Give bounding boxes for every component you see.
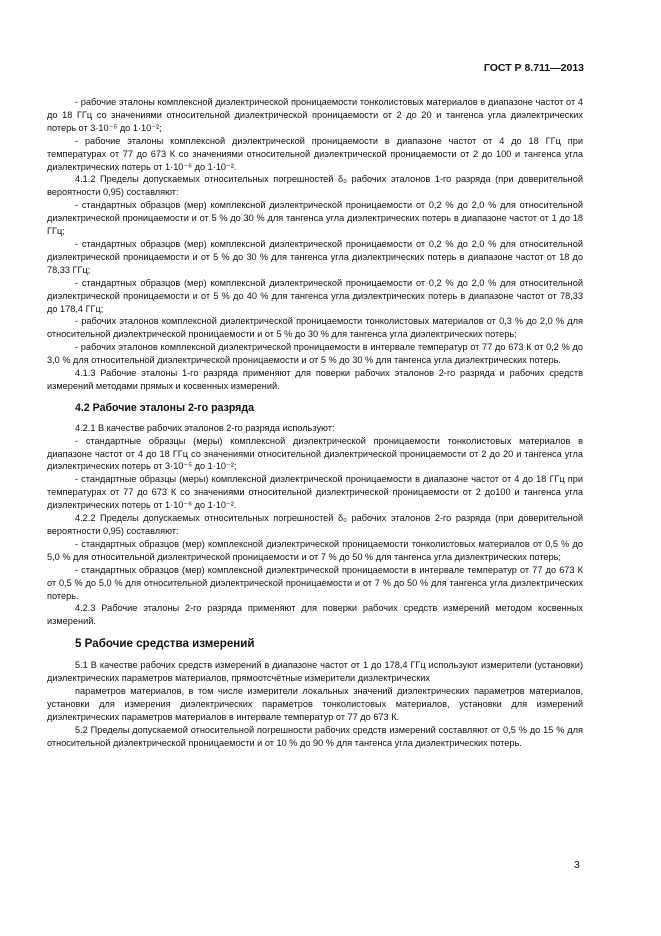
paragraph: - стандартных образцов (мер) комплексной диэлектрической проницаемости в интервале температур от 77 до 673 К от 0,5 % до 5,0 % для относительной диэлектрической проницаемости и от 7 % до 50 % для тангенса угла диэлектрических потерь. <box>47 564 583 601</box>
paragraph: 4.1.3 Рабочие эталоны 1-го разряда применяют для поверки рабочих эталонов 2-го разряда и рабочих средств измерений методами прямых и косвенных измерений. <box>47 368 583 391</box>
paragraph: - рабочих эталонов комплексной диэлектрической проницаемости тонколистовых материалов от 0,3 % до 2,0 % для относительной диэлектрической проницаемости и от 5 % до 30 % для тангенса угла диэлектрических потерь; <box>47 316 583 340</box>
paragraph: - стандартных образцов (мер) комплексной диэлектрической проницаемости тонколистовых материалов от 0,5 % до 5,0 % для относительной диэлектрической проницаемости и от 7 % до 50 % для тангенса угла диэлектрических потерь; <box>47 538 583 562</box>
paragraph: 4.1.2 Пределы допускаемых относительных погрешностей δ₀ рабочих эталонов 1-го разряда (при доверительной вероятности 0,95) составляют: <box>47 174 583 198</box>
paragraph: - рабочих эталонов комплексной диэлектрической проницаемости в интервале температур от 77 до 673 К от 0,2 % до 3,0 % для относительной диэлектрической проницаемости и от 5 % до 30 % для тангенса угла диэлектрических потерь. <box>47 342 583 366</box>
page-number: 3 <box>574 859 580 871</box>
section-heading-4-2: 4.2 Рабочие эталоны 2-го разряда <box>75 401 254 414</box>
paragraph: 4.2.1 В качестве рабочих эталонов 2-го разряда используют: <box>75 422 335 433</box>
paragraph: 4.2.2 Пределы допускаемых относительных погрешностей δ₀ рабочих эталонов 2-го разряда (при доверительной вероятности 0,95) составляют: <box>47 513 583 536</box>
paragraph: 5.2 Пределы допускаемой относительной погрешности рабочих средств измерений составляют от 0,5 % до 15 % для относительной диэлектрической проницаемости и от 10 % до 90 % для тангенса угла диэлектрических потерь. <box>47 724 583 748</box>
paragraph: - стандартные образцы (меры) комплексной диэлектрической проницаемости в диапазоне частот от 4 до 18 ГГц при температурах от 77 до 673 К со значениями относительной диэлектрической проницаемости от 2 до100 и тангенса угла диэлектрических потерь от 1·10⁻⁶ до 1·10⁻². <box>47 474 583 511</box>
paragraph: - стандартных образцов (мер) комплексной диэлектрической проницаемости от 0,2 % до 2,0 % для относительной диэлектрической проницаемости и от 5 % до 30 % для тангенса угла диэлектрических потерь в диапазоне частот от 1 до 18 ГГц; <box>47 200 583 237</box>
document-header: ГОСТ Р 8.711—2013 <box>483 62 584 74</box>
document-body <box>47 96 583 750</box>
paragraph: параметров материалов, в том числе измерители локальных значений диэлектрических параметров материалов, установки для измерения диэлектрических параметров тонколистовых материалов, установки для измерений диэлектрических параметров материалов в интервале температур от 77 до 673 К. <box>47 685 583 722</box>
paragraph: - рабочие эталоны комплексной диэлектрической проницаемости в диапазоне частот от 4 до 18 ГГц при температурах от 77 до 673 К со значениями относительной диэлектрической проницаемости от 2 до 100 и тангенса угла диэлектрических потерь от 1·10⁻⁶ до 1·10⁻². <box>47 135 583 172</box>
paragraph: - стандартных образцов (мер) комплексной диэлектрической проницаемости от 0,2 % до 2,0 % для относительной диэлектрической проницаемости и от 5 % до 30 % для тангенса угла диэлектрических потерь в диапазоне частот от 18 до 78,33 ГГц; <box>47 238 583 275</box>
paragraph: 5.1 В качестве рабочих средств измерений в диапазоне частот от 1 до 178,4 ГГц используют измерители (установки) диэлектрических параметров материалов, прямоотсчётные измерители диэлектрических <box>47 660 583 684</box>
section-heading-5: 5 Рабочие средства измерений <box>75 637 255 651</box>
paragraph: - рабочие эталоны комплексной диэлектрической проницаемости тонколистовых материалов в диапазоне частот от 4 до 18 ГГц со значениями относительной диэлектрической проницаемости от 2 до 20 и тангенса угла диэлектрических потерь от 3·10⁻⁵ до 1·10⁻²; <box>47 97 583 133</box>
paragraph: - стандартные образцы (меры) комплексной диэлектрической проницаемости тонколистовых материалов в диапазоне частот от 4 до 18 ГГц со значениями относительной диэлектрической проницаемости от 2 до 20 и тангенса угла диэлектрических потерь от 3·10⁻⁵ до 1·10⁻²; <box>47 435 583 472</box>
paragraph: - стандартных образцов (мер) комплексной диэлектрической проницаемости от 0,2 % до 2,0 % для относительной диэлектрической проницаемости и от 5 % до 40 % для тангенса угла диэлектрических потерь в диапазоне частот от 78,33 до 178,4 ГГц; <box>47 277 583 314</box>
paragraph: 4.2.3 Рабочие эталоны 2-го разряда применяют для поверки рабочих средств измерений методом косвенных измерений. <box>47 603 583 627</box>
